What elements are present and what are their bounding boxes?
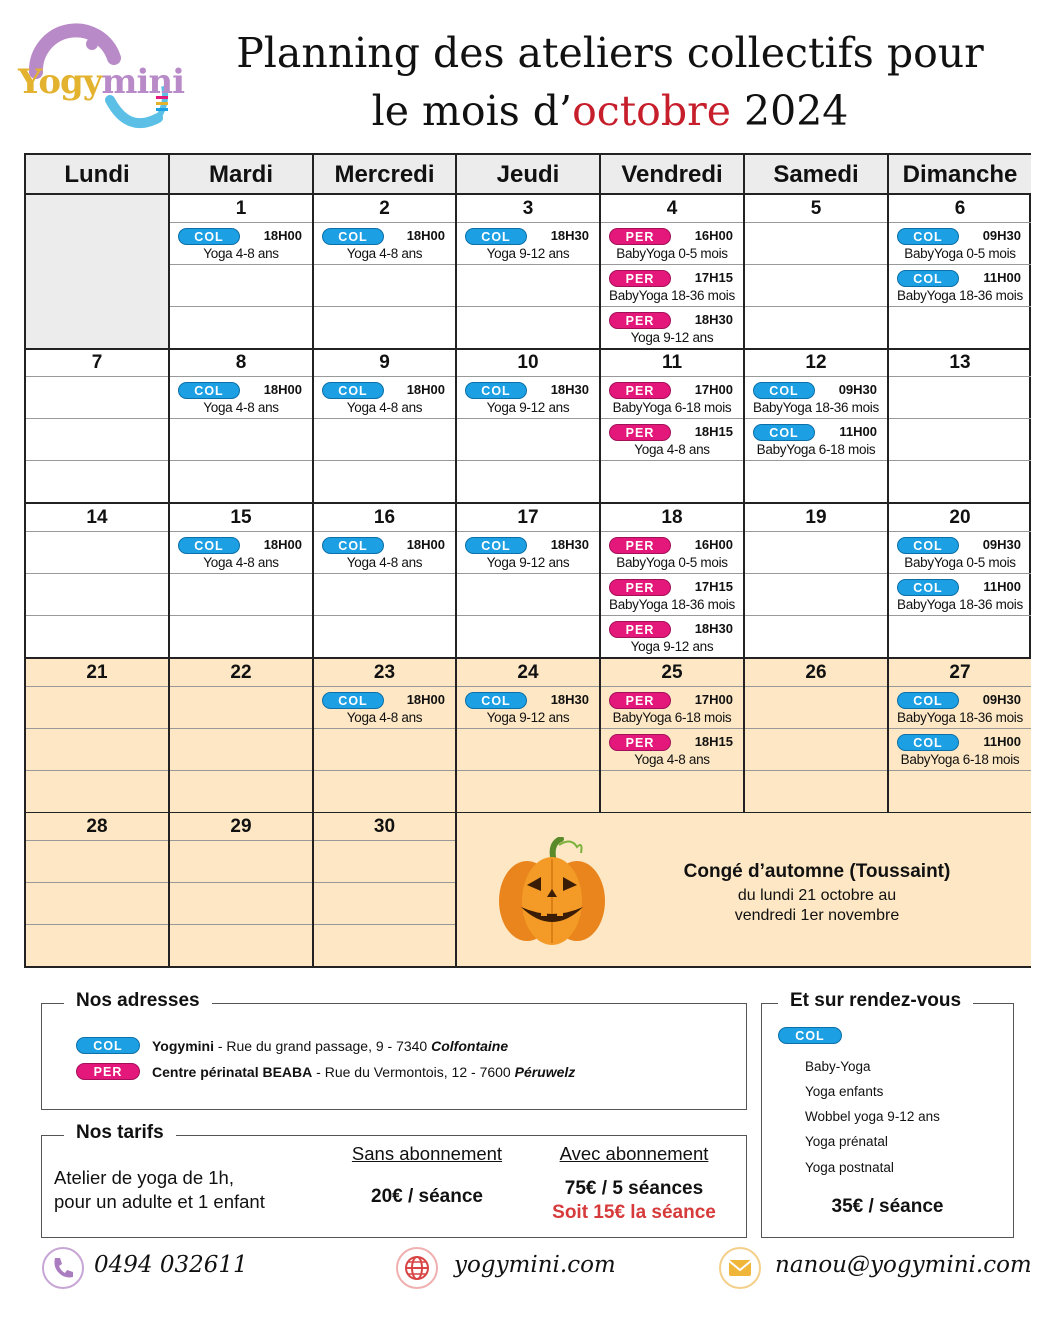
time-slot: [457, 616, 599, 658]
col-badge: COL: [897, 228, 959, 245]
workshop-event: [457, 377, 599, 419]
time-slot: [26, 925, 168, 967]
calendar-day-cell: [26, 659, 170, 814]
mail-icon[interactable]: [719, 1247, 761, 1289]
event-time: 18H00: [263, 537, 302, 552]
tarifs-col2-value: 75€ / 5 séances: [564, 1178, 704, 1199]
phone-icon[interactable]: [42, 1247, 84, 1289]
day-number: 15: [170, 504, 312, 532]
event-activity: BabyYoga 6-18 mois: [612, 400, 732, 415]
calendar-grid: [24, 153, 1031, 968]
time-slot: [889, 419, 1031, 461]
event-activity: Yoga 4-8 ans: [203, 400, 279, 415]
event-activity: BabyYoga 18-36 mois: [897, 710, 1023, 725]
event-time: 17H00: [694, 382, 733, 397]
time-slot: [314, 771, 455, 813]
event-time: 18H00: [406, 228, 445, 243]
col-badge: COL: [778, 1027, 842, 1044]
col-badge: COL: [897, 579, 959, 596]
calendar-day-cell: [457, 195, 601, 350]
event-time: 09H30: [982, 692, 1021, 707]
time-slot: [745, 532, 887, 574]
day-number: 19: [745, 504, 887, 532]
workshop-event: [457, 223, 599, 265]
workshop-event: [601, 687, 743, 729]
calendar-day-cell: [457, 504, 601, 659]
tarifs-box: [41, 1122, 747, 1238]
per-badge: PER: [609, 270, 671, 287]
rdv-price: 35€ / séance: [831, 1196, 944, 1217]
time-slot: [889, 461, 1031, 503]
event-time: 18H00: [263, 382, 302, 397]
time-slot: [26, 883, 168, 925]
page-title: [190, 24, 1030, 140]
workshop-event: [601, 532, 743, 574]
tarifs-col1-value: 20€ / séance: [371, 1186, 483, 1207]
time-slot: [314, 729, 455, 771]
time-slot: [745, 461, 887, 503]
calendar-day-cell: [170, 504, 314, 659]
calendar-day-cell: [314, 659, 457, 814]
event-activity: Yoga 9-12 ans: [486, 555, 570, 570]
weekday-header: Lundi: [26, 155, 170, 195]
day-number: 17: [457, 504, 599, 532]
event-activity: BabyYoga 6-18 mois: [756, 442, 876, 457]
event-time: 18H00: [406, 382, 445, 397]
workshop-event: [170, 223, 312, 265]
address-city: Colfontaine: [431, 1038, 509, 1054]
weekday-header: Jeudi: [457, 155, 601, 195]
workshop-event: [314, 687, 455, 729]
day-number: 1: [170, 195, 312, 223]
time-slot: [170, 307, 312, 349]
address-city: Péruwelz: [514, 1064, 576, 1080]
time-slot: [170, 883, 312, 925]
weekday-header: Vendredi: [601, 155, 745, 195]
time-slot: [314, 265, 455, 307]
event-time: 18H00: [406, 537, 445, 552]
calendar-day-cell: [26, 504, 170, 659]
event-activity: Yoga 4-8 ans: [346, 246, 423, 261]
day-number: 10: [457, 349, 599, 377]
col-badge: COL: [178, 382, 240, 399]
event-activity: BabyYoga 18-36 mois: [609, 288, 735, 303]
time-slot: [457, 307, 599, 349]
calendar-day-cell: [601, 659, 745, 814]
rendez-vous-box: [761, 990, 1014, 1238]
col-badge: COL: [897, 692, 959, 709]
workshop-event: [745, 377, 887, 419]
col-badge: COL: [178, 228, 240, 245]
event-activity: BabyYoga 18-36 mois: [609, 597, 735, 612]
col-badge: COL: [322, 228, 384, 245]
workshop-event: [457, 687, 599, 729]
time-slot: [745, 265, 887, 307]
event-time: 11H00: [983, 579, 1021, 594]
tarifs-desc-line-1: Atelier de yoga de 1h,: [54, 1167, 234, 1188]
day-number: 8: [170, 349, 312, 377]
workshop-event: [601, 223, 743, 265]
holiday-description: [627, 886, 1007, 926]
event-time: 09H30: [982, 537, 1021, 552]
tarifs-col2-subvalue: Soit 15€ la séance: [552, 1202, 716, 1223]
event-time: 09H30: [838, 382, 877, 397]
event-time: 18H15: [694, 424, 733, 439]
col-badge: COL: [178, 537, 240, 554]
workshop-event: [889, 729, 1031, 771]
website-link[interactable]: yogymini.com: [454, 1252, 616, 1278]
rdv-item: Yoga postnatal: [805, 1160, 894, 1175]
workshop-event: [170, 532, 312, 574]
calendar-day-cell: [170, 349, 314, 504]
event-activity: Yoga 9-12 ans: [630, 330, 714, 345]
event-activity: Yoga 9-12 ans: [486, 710, 570, 725]
day-number: 30: [314, 813, 455, 841]
phone-number[interactable]: 0494 032611: [94, 1252, 248, 1278]
workshop-event: [314, 377, 455, 419]
day-number: 5: [745, 195, 887, 223]
day-number: 7: [26, 349, 168, 377]
time-slot: [745, 729, 887, 771]
workshop-event: [889, 223, 1031, 265]
holiday-line-2: vendredi 1er novembre: [734, 907, 900, 924]
event-time: 18H30: [550, 692, 589, 707]
day-number: 26: [745, 659, 887, 687]
time-slot: [26, 616, 168, 658]
event-activity: Yoga 9-12 ans: [486, 246, 570, 261]
calendar-day-cell: [745, 659, 889, 814]
rdv-item: Yoga enfants: [805, 1084, 884, 1099]
weekday-header: Dimanche: [889, 155, 1031, 195]
time-slot: [170, 771, 312, 813]
event-time: 11H00: [983, 734, 1021, 749]
calendar-day-cell: [170, 813, 314, 966]
calendar-day-cell: [601, 504, 745, 659]
calendar-day-cell: [745, 504, 889, 659]
holiday-note-box: [457, 813, 1031, 966]
time-slot: [889, 307, 1031, 349]
day-number: 21: [26, 659, 168, 687]
event-activity: Yoga 4-8 ans: [634, 442, 710, 457]
time-slot: [457, 461, 599, 503]
tarifs-description: [54, 1166, 324, 1214]
calendar-day-cell: [170, 659, 314, 814]
col-badge: COL: [76, 1037, 140, 1054]
time-slot: [745, 223, 887, 265]
time-slot: [314, 419, 455, 461]
calendar-day-cell: [745, 195, 889, 350]
time-slot: [745, 687, 887, 729]
holiday-title: Congé d’automne (Toussaint): [683, 861, 951, 882]
time-slot: [170, 419, 312, 461]
pumpkin-icon: [497, 837, 607, 949]
workshop-event: [314, 223, 455, 265]
workshop-event: [457, 532, 599, 574]
calendar-day-cell: [26, 813, 170, 966]
event-time: 18H15: [694, 734, 733, 749]
calendar-day-cell: [457, 349, 601, 504]
event-time: 16H00: [694, 228, 733, 243]
title-month: octobre: [572, 87, 731, 135]
tarifs-col2-head: Avec abonnement: [559, 1143, 709, 1164]
logo-text-mini: mini: [101, 62, 185, 102]
weekday-header: Samedi: [745, 155, 889, 195]
event-time: 11H00: [983, 270, 1021, 285]
event-time: 18H30: [550, 537, 589, 552]
calendar-day-cell: [889, 349, 1031, 504]
workshop-event: [601, 616, 743, 658]
time-slot: [170, 265, 312, 307]
rdv-item: Wobbel yoga 9-12 ans: [805, 1109, 940, 1124]
rdv-item: Baby-Yoga: [805, 1059, 871, 1074]
address-row-per: [76, 1063, 736, 1081]
workshop-event: [889, 532, 1031, 574]
calendar-day-cell: [889, 659, 1031, 814]
time-slot: [26, 461, 168, 503]
time-slot: [601, 771, 743, 813]
email-link[interactable]: nanou@yogymini.com: [775, 1252, 1032, 1278]
event-activity: BabyYoga 0-5 mois: [616, 555, 728, 570]
event-activity: BabyYoga 0-5 mois: [616, 246, 728, 261]
day-number: 16: [314, 504, 455, 532]
workshop-event: [314, 532, 455, 574]
day-number: 28: [26, 813, 168, 841]
time-slot: [457, 574, 599, 616]
rendez-vous-title: Et sur rendez-vous: [778, 990, 973, 1012]
workshop-event: [601, 729, 743, 771]
col-badge: COL: [465, 228, 527, 245]
day-number: 12: [745, 349, 887, 377]
address-street: - Rue du Vermontois, 12 - 7600: [312, 1064, 515, 1080]
day-number: 20: [889, 504, 1031, 532]
per-badge: PER: [76, 1063, 140, 1080]
day-number: 14: [26, 504, 168, 532]
day-number: 9: [314, 349, 455, 377]
per-badge: PER: [609, 228, 671, 245]
globe-icon[interactable]: [396, 1247, 438, 1289]
day-number: 4: [601, 195, 743, 223]
calendar-day-cell: [889, 195, 1031, 350]
address-street: - Rue du grand passage, 9 - 7340: [213, 1038, 432, 1054]
col-badge: COL: [465, 692, 527, 709]
address-row-col: [76, 1037, 736, 1055]
day-number: 27: [889, 659, 1031, 687]
address-name: Centre périnatal BEABA: [152, 1064, 313, 1080]
time-slot: [170, 616, 312, 658]
event-activity: Yoga 4-8 ans: [203, 555, 279, 570]
calendar-day-cell: [314, 504, 457, 659]
address-name: Yogymini: [152, 1038, 214, 1054]
per-badge: PER: [609, 734, 671, 751]
time-slot: [26, 419, 168, 461]
workshop-event: [601, 307, 743, 349]
event-activity: BabyYoga 0-5 mois: [904, 246, 1016, 261]
time-slot: [26, 687, 168, 729]
workshop-event: [601, 377, 743, 419]
col-badge: COL: [465, 382, 527, 399]
rdv-item: Yoga prénatal: [805, 1134, 888, 1149]
time-slot: [601, 461, 743, 503]
time-slot: [745, 771, 887, 813]
event-time: 18H30: [694, 312, 733, 327]
day-number: 29: [170, 813, 312, 841]
time-slot: [457, 265, 599, 307]
tarifs-desc-line-2: pour un adulte et 1 enfant: [54, 1191, 265, 1212]
day-number: 2: [314, 195, 455, 223]
time-slot: [314, 307, 455, 349]
time-slot: [26, 729, 168, 771]
weekday-header: Mardi: [170, 155, 314, 195]
event-time: 16H00: [694, 537, 733, 552]
time-slot: [889, 377, 1031, 419]
addresses-title: Nos adresses: [64, 990, 212, 1012]
workshop-event: [889, 574, 1031, 616]
workshop-event: [889, 687, 1031, 729]
per-badge: PER: [609, 382, 671, 399]
col-badge: COL: [753, 424, 815, 441]
day-number: 24: [457, 659, 599, 687]
event-activity: Yoga 4-8 ans: [634, 752, 710, 767]
holiday-line-1: du lundi 21 octobre au: [737, 887, 897, 904]
event-activity: Yoga 9-12 ans: [486, 400, 570, 415]
workshop-event: [745, 419, 887, 461]
time-slot: [26, 841, 168, 883]
time-slot: [889, 616, 1031, 658]
time-slot: [314, 841, 455, 883]
event-activity: Yoga 4-8 ans: [346, 400, 423, 415]
calendar-day-cell: [745, 349, 889, 504]
time-slot: [26, 574, 168, 616]
time-slot: [170, 841, 312, 883]
time-slot: [314, 616, 455, 658]
time-slot: [26, 771, 168, 813]
title-line-2: [190, 82, 1030, 140]
event-activity: Yoga 9-12 ans: [630, 639, 714, 654]
col-badge: COL: [322, 537, 384, 554]
event-activity: BabyYoga 18-36 mois: [897, 597, 1023, 612]
event-time: 18H30: [694, 621, 733, 636]
col-badge: COL: [322, 382, 384, 399]
calendar-day-cell: [26, 349, 170, 504]
time-slot: [314, 925, 455, 967]
calendar-day-cell: [314, 195, 457, 350]
event-time: 18H00: [406, 692, 445, 707]
day-number: 6: [889, 195, 1031, 223]
calendar-day-cell: [314, 349, 457, 504]
yogymini-logo: [18, 22, 185, 142]
event-activity: Yoga 4-8 ans: [346, 555, 423, 570]
tarifs-title: Nos tarifs: [64, 1122, 176, 1144]
time-slot: [745, 574, 887, 616]
workshop-event: [601, 419, 743, 461]
event-time: 11H00: [839, 424, 877, 439]
event-time: 17H15: [694, 270, 733, 285]
per-badge: PER: [609, 621, 671, 638]
calendar-day-cell: [601, 349, 745, 504]
day-number: 25: [601, 659, 743, 687]
event-time: 17H00: [694, 692, 733, 707]
event-time: 18H30: [550, 228, 589, 243]
event-activity: Yoga 4-8 ans: [203, 246, 279, 261]
time-slot: [170, 925, 312, 967]
event-time: 18H30: [550, 382, 589, 397]
per-badge: PER: [609, 537, 671, 554]
calendar-day-cell: [170, 195, 314, 350]
logo-text-yogy: Yogy: [18, 62, 102, 102]
per-badge: PER: [609, 424, 671, 441]
col-badge: COL: [897, 734, 959, 751]
time-slot: [26, 532, 168, 574]
title-line-1: Planning des ateliers collectifs pour: [236, 29, 984, 77]
tarifs-col1-head: Sans abonnement: [351, 1143, 503, 1164]
workshop-event: [889, 265, 1031, 307]
per-badge: PER: [609, 579, 671, 596]
per-badge: PER: [609, 692, 671, 709]
event-time: 09H30: [982, 228, 1021, 243]
time-slot: [26, 377, 168, 419]
calendar-day-cell: [457, 659, 601, 814]
time-slot: [745, 307, 887, 349]
time-slot: [170, 687, 312, 729]
title-prefix: le mois d’: [371, 87, 573, 135]
day-number: 22: [170, 659, 312, 687]
col-badge: COL: [897, 270, 959, 287]
day-number: 13: [889, 349, 1031, 377]
day-number: 3: [457, 195, 599, 223]
time-slot: [314, 461, 455, 503]
time-slot: [170, 574, 312, 616]
calendar-empty-cell: [26, 195, 170, 350]
col-badge: COL: [753, 382, 815, 399]
time-slot: [170, 729, 312, 771]
event-time: 17H15: [694, 579, 733, 594]
time-slot: [457, 729, 599, 771]
time-slot: [457, 771, 599, 813]
title-year: 2024: [730, 87, 849, 135]
event-activity: BabyYoga 6-18 mois: [612, 710, 732, 725]
day-number: 18: [601, 504, 743, 532]
workshop-event: [601, 574, 743, 616]
day-number: 23: [314, 659, 455, 687]
time-slot: [314, 574, 455, 616]
col-badge: COL: [465, 537, 527, 554]
event-activity: BabyYoga 18-36 mois: [753, 400, 879, 415]
col-badge: COL: [322, 692, 384, 709]
calendar-day-cell: [601, 195, 745, 350]
time-slot: [457, 419, 599, 461]
event-activity: Yoga 4-8 ans: [346, 710, 423, 725]
event-activity: BabyYoga 6-18 mois: [900, 752, 1020, 767]
day-number: 11: [601, 349, 743, 377]
calendar-day-cell: [314, 813, 457, 966]
time-slot: [889, 771, 1031, 813]
workshop-event: [601, 265, 743, 307]
time-slot: [314, 883, 455, 925]
col-badge: COL: [897, 537, 959, 554]
time-slot: [170, 461, 312, 503]
time-slot: [745, 616, 887, 658]
per-badge: PER: [609, 312, 671, 329]
calendar-day-cell: [889, 504, 1031, 659]
addresses-box: [41, 990, 747, 1110]
event-activity: BabyYoga 18-36 mois: [897, 288, 1023, 303]
weekday-header: Mercredi: [314, 155, 457, 195]
workshop-event: [170, 377, 312, 419]
event-time: 18H00: [263, 228, 302, 243]
event-activity: BabyYoga 0-5 mois: [904, 555, 1016, 570]
